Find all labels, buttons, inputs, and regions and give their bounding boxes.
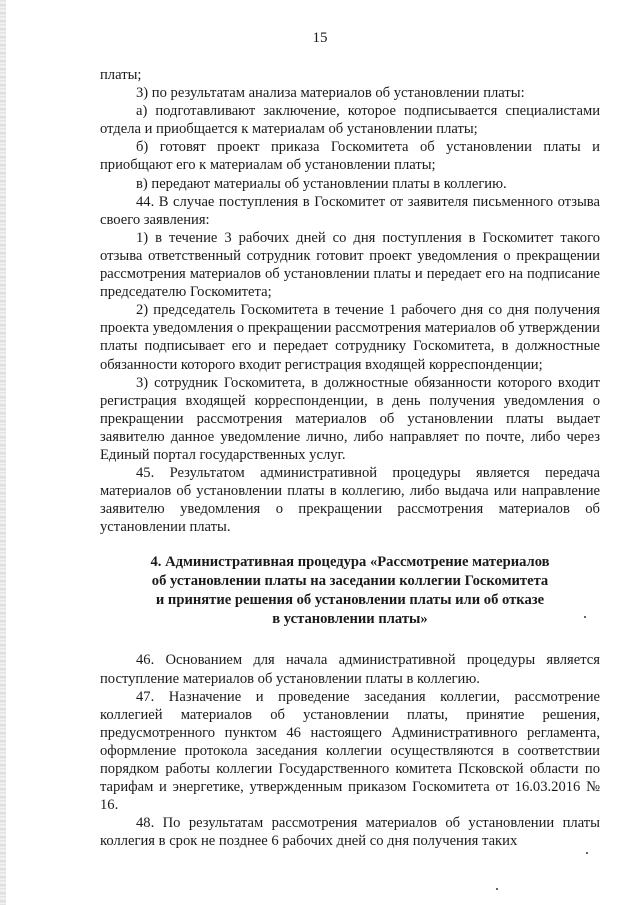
section-heading <box>100 553 600 629</box>
heading-line: 4. Административная процедура «Рассмотрение материалов <box>150 554 550 571</box>
page-number: 15 <box>312 30 328 46</box>
paragraph: 45. Результатом административной процедуры является передача материалов об установлении платы в коллегию, либо выдача или направление заявителю уведомления о прекращении рассмотрения материалов об установлении платы. <box>100 465 600 536</box>
paragraph: 3) сотрудник Госкомитета, в должностные обязанности которого входит регистрация входящей корреспонденции, в день получения уведомления о прекращении рассмотрения материалов об установлении платы выдает заявителю данное уведомление лично, либо направляет по почте, либо через Единый портал государственных услуг. <box>100 374 600 463</box>
scan-edge <box>0 0 6 905</box>
paragraph: в) передают материалы об установлении платы в коллегию. <box>136 175 507 192</box>
paragraph: платы; <box>100 67 142 83</box>
scan-speck <box>496 888 498 890</box>
paragraph: 44. В случае поступления в Госкомитет от заявителя письменного отзыва своего заявления: <box>100 193 600 228</box>
paragraph: 46. Основанием для начала административной процедуры является поступление материалов об установлении платы в коллегию. <box>100 652 600 687</box>
paragraph: 2) председатель Госкомитета в течение 1 рабочего дня со дня получения проекта уведомления о прекращении рассмотрения материалов об утверждении платы подписывает его и передает сотруднику Госкомитета, в должностные обязанности которого входит регистрация входящей корреспонденции; <box>100 302 600 373</box>
heading-line: в установлении платы» <box>272 611 428 628</box>
scan-speck <box>586 852 588 854</box>
paragraph: б) готовят проект приказа Госкомитета об установлении платы и приобщают его к материалам об установлении платы; <box>100 139 600 174</box>
document-body <box>100 66 600 850</box>
paragraph: 48. По результатам рассмотрения материалов об установлении платы коллегия в срок не позднее 6 рабочих дней со дня получения таких <box>100 815 600 850</box>
paragraph: 3) по результатам анализа материалов об установлении платы: <box>136 85 525 102</box>
paragraph: а) подготавливают заключение, которое подписывается специалистами отдела и приобщается к материалам об установлении платы; <box>100 103 600 138</box>
heading-line: и принятие решения об установлении платы или об отказе <box>155 592 545 609</box>
section-after-heading <box>100 651 600 850</box>
section-before-heading <box>100 66 600 536</box>
heading-line: об установлении платы на заседании коллегии Госкомитета <box>151 573 549 590</box>
paragraph: 1) в течение 3 рабочих дней со дня поступления в Госкомитет такого отзыва ответственный сотрудник готовит проект уведомления о прекращении рассмотрения материалов об установлении платы и передает его на подписание председателю Госкомитета; <box>100 229 600 301</box>
paragraph: 47. Назначение и проведение заседания коллегии, рассмотрение коллегией материалов об установлении платы, принятие решения, предусмотренного пунктом 46 настоящего Административного регламента, оформление протокола заседания коллегии осуществляются в соответствии порядком работы коллегии Государственного комитета Псковской области по тарифам и энергетике, утвержденным приказом Госкомитета от 16.03.2016 № 16. <box>100 688 600 814</box>
scan-speck <box>584 616 586 618</box>
